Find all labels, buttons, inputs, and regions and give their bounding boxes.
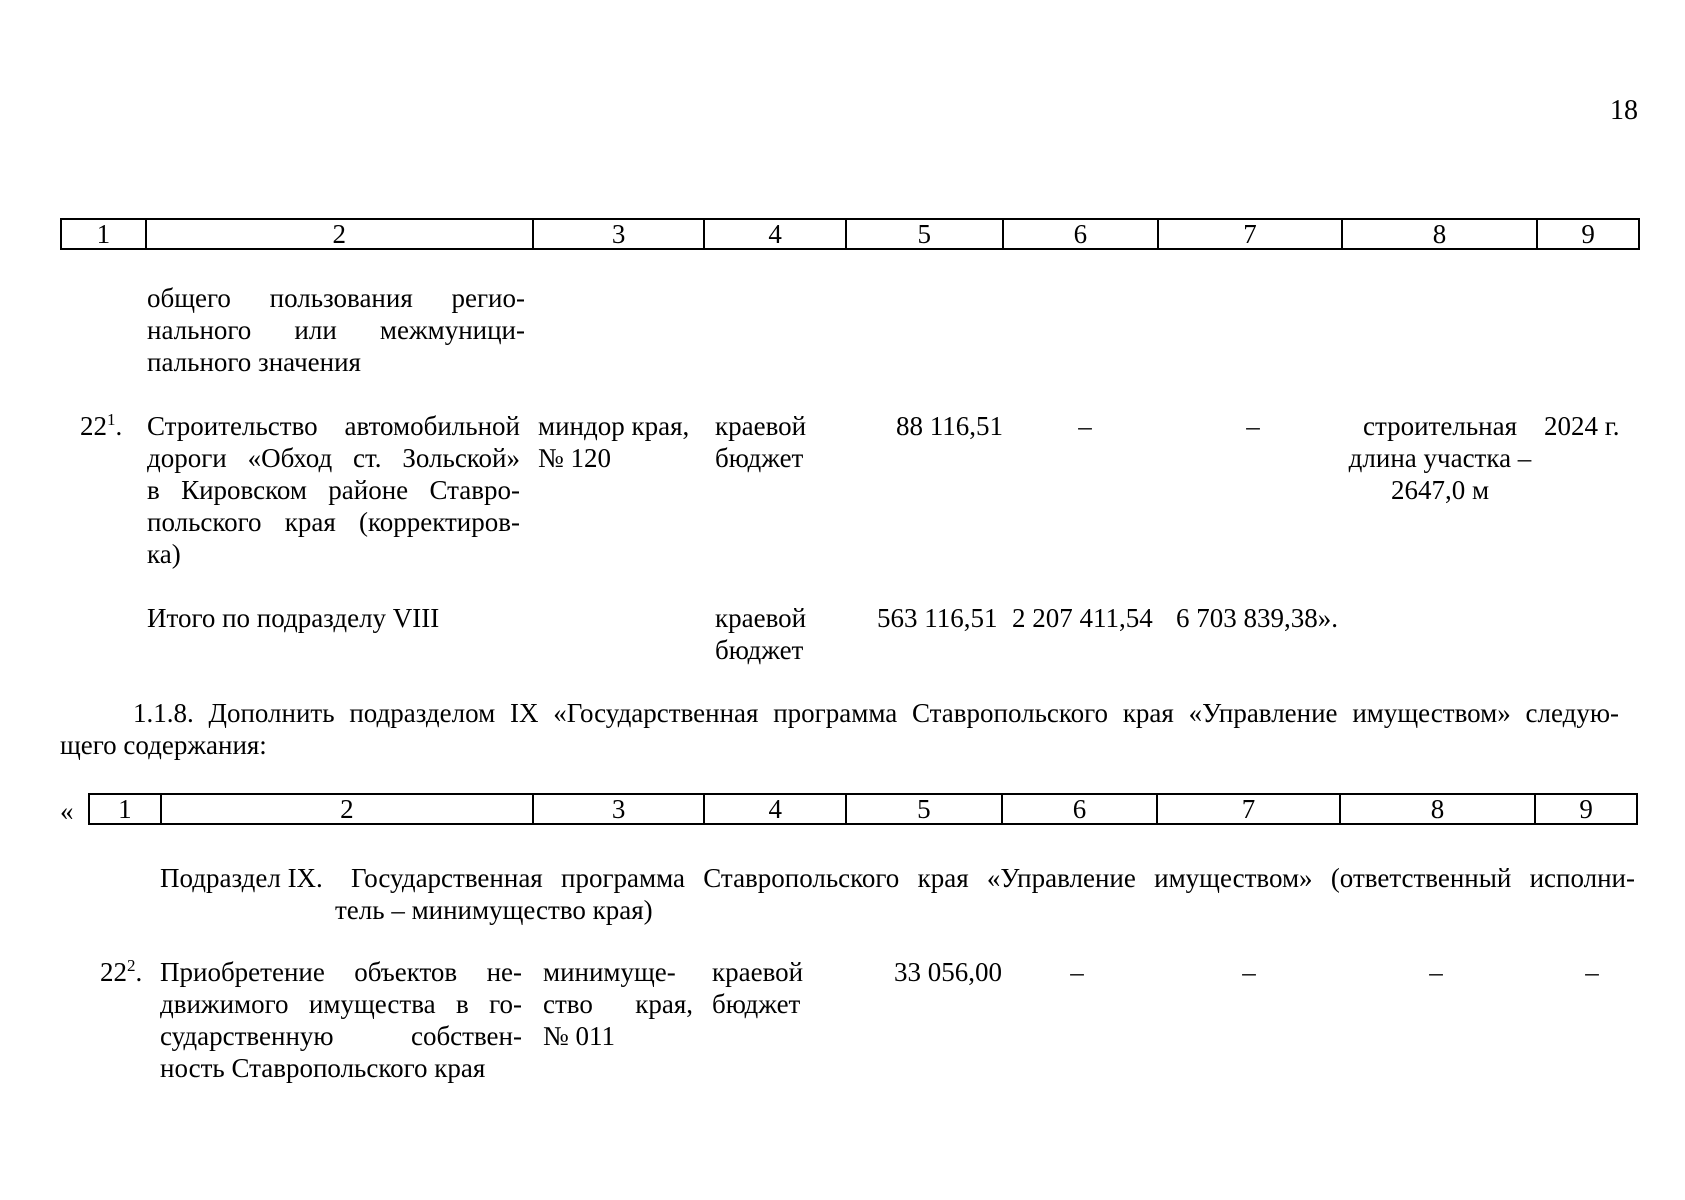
row-funding-source (715, 410, 825, 474)
text-line: строительная (1363, 411, 1517, 441)
column-number: 5 (847, 795, 1003, 823)
column-number: 1 (62, 220, 147, 248)
text-line: миндор края, (538, 411, 690, 441)
row-name (147, 410, 520, 570)
column-number: 7 (1159, 220, 1343, 248)
opening-quote: « (60, 796, 74, 826)
row-amount-col6: – (1078, 411, 1092, 441)
column-number: 3 (534, 795, 706, 823)
column-number: 3 (534, 220, 706, 248)
column-number: 8 (1343, 220, 1539, 248)
text-line: бюджет (715, 635, 804, 665)
text-line: № 011 (543, 1021, 616, 1051)
row-deadline: 2024 г. (1544, 411, 1620, 441)
row-amount-col9: – (1585, 957, 1599, 987)
text-line: краевой (712, 957, 804, 987)
column-number: 5 (847, 220, 1004, 248)
subtotal-col7: 6 703 839,38». (1176, 603, 1338, 633)
column-number: 4 (705, 220, 847, 248)
paragraph-line: щего содержания: (60, 730, 267, 760)
column-number: 2 (147, 220, 534, 248)
column-number-header (88, 793, 1638, 825)
row-executor (543, 956, 693, 1052)
row-number: $22^1$. (80, 410, 123, 441)
continuation-text (147, 282, 525, 378)
text-line: пального значения (147, 347, 361, 377)
subsection-title-line: Государственная программа Ставропольского края «Управление имуществом» (ответственный исполни- (351, 863, 1635, 893)
text-line: ка) (147, 539, 181, 569)
column-number: 1 (90, 795, 162, 823)
text-line: длина участка – (1348, 443, 1532, 473)
text-line: движимого имущества в го- (160, 989, 522, 1019)
text-line: № 120 (538, 443, 612, 473)
text-line: бюджет (712, 989, 801, 1019)
column-number-header (60, 218, 1640, 250)
text-line: общего пользования регио- (147, 283, 525, 313)
text-line: польского края (корректиров- (147, 507, 520, 537)
column-number: 6 (1004, 220, 1160, 248)
subtotal-label: Итого по подразделу VIII (147, 603, 440, 633)
text-line: ность Ставропольского края (160, 1053, 486, 1083)
column-number: 8 (1341, 795, 1537, 823)
text-line: в Кировском районе Ставро- (147, 475, 520, 505)
text-line: ство края, (543, 989, 693, 1019)
row-amount-col6: – (1070, 957, 1084, 987)
text-line: минимуще- (543, 957, 676, 987)
row-amount-col5: 33 056,00 (894, 957, 1002, 987)
column-number: 7 (1158, 795, 1341, 823)
text-line: Приобретение объектов не- (160, 957, 522, 987)
text-line: сударственную собствен- (160, 1021, 522, 1051)
subtotal-funding-source (715, 602, 825, 666)
text-line: краевой (715, 603, 807, 633)
subtotal-col5: 563 116,51 (877, 603, 998, 633)
row-name (160, 956, 522, 1084)
column-number: 4 (705, 795, 847, 823)
text-line: Строительство автомобильной (147, 411, 520, 441)
page-number: 18 (1610, 95, 1638, 126)
column-number: 9 (1579, 794, 1593, 824)
row-number: $22^2$. (100, 956, 143, 987)
column-number: 9 (1581, 219, 1595, 249)
row-amount-col7: – (1246, 411, 1260, 441)
text-line: нального или межмуници- (147, 315, 525, 345)
text-line: бюджет (715, 443, 804, 473)
column-number: 6 (1003, 795, 1159, 823)
row-funding-source (712, 956, 822, 1020)
text-line: дороги «Обход ст. Зольской» (147, 443, 520, 473)
subtotal-col6: 2 207 411,54 (1012, 603, 1153, 633)
text-line: краевой (715, 411, 807, 441)
subsection-prefix: Подраздел IX. (160, 863, 323, 893)
row-result (1335, 410, 1545, 506)
text-line: 2647,0 м (1390, 475, 1490, 505)
row-amount-col5: 88 116,51 (896, 411, 1003, 441)
row-executor (538, 410, 698, 474)
row-amount-col7: – (1242, 957, 1256, 987)
column-number: 2 (162, 795, 534, 823)
row-amount-col8: – (1429, 957, 1443, 987)
paragraph-line: 1.1.8. Дополнить подразделом IX «Государственная программа Ставропольского края «Управление имуществом» следую- (133, 698, 1619, 728)
subsection-title-line: тель – минимущество края) (335, 895, 653, 925)
